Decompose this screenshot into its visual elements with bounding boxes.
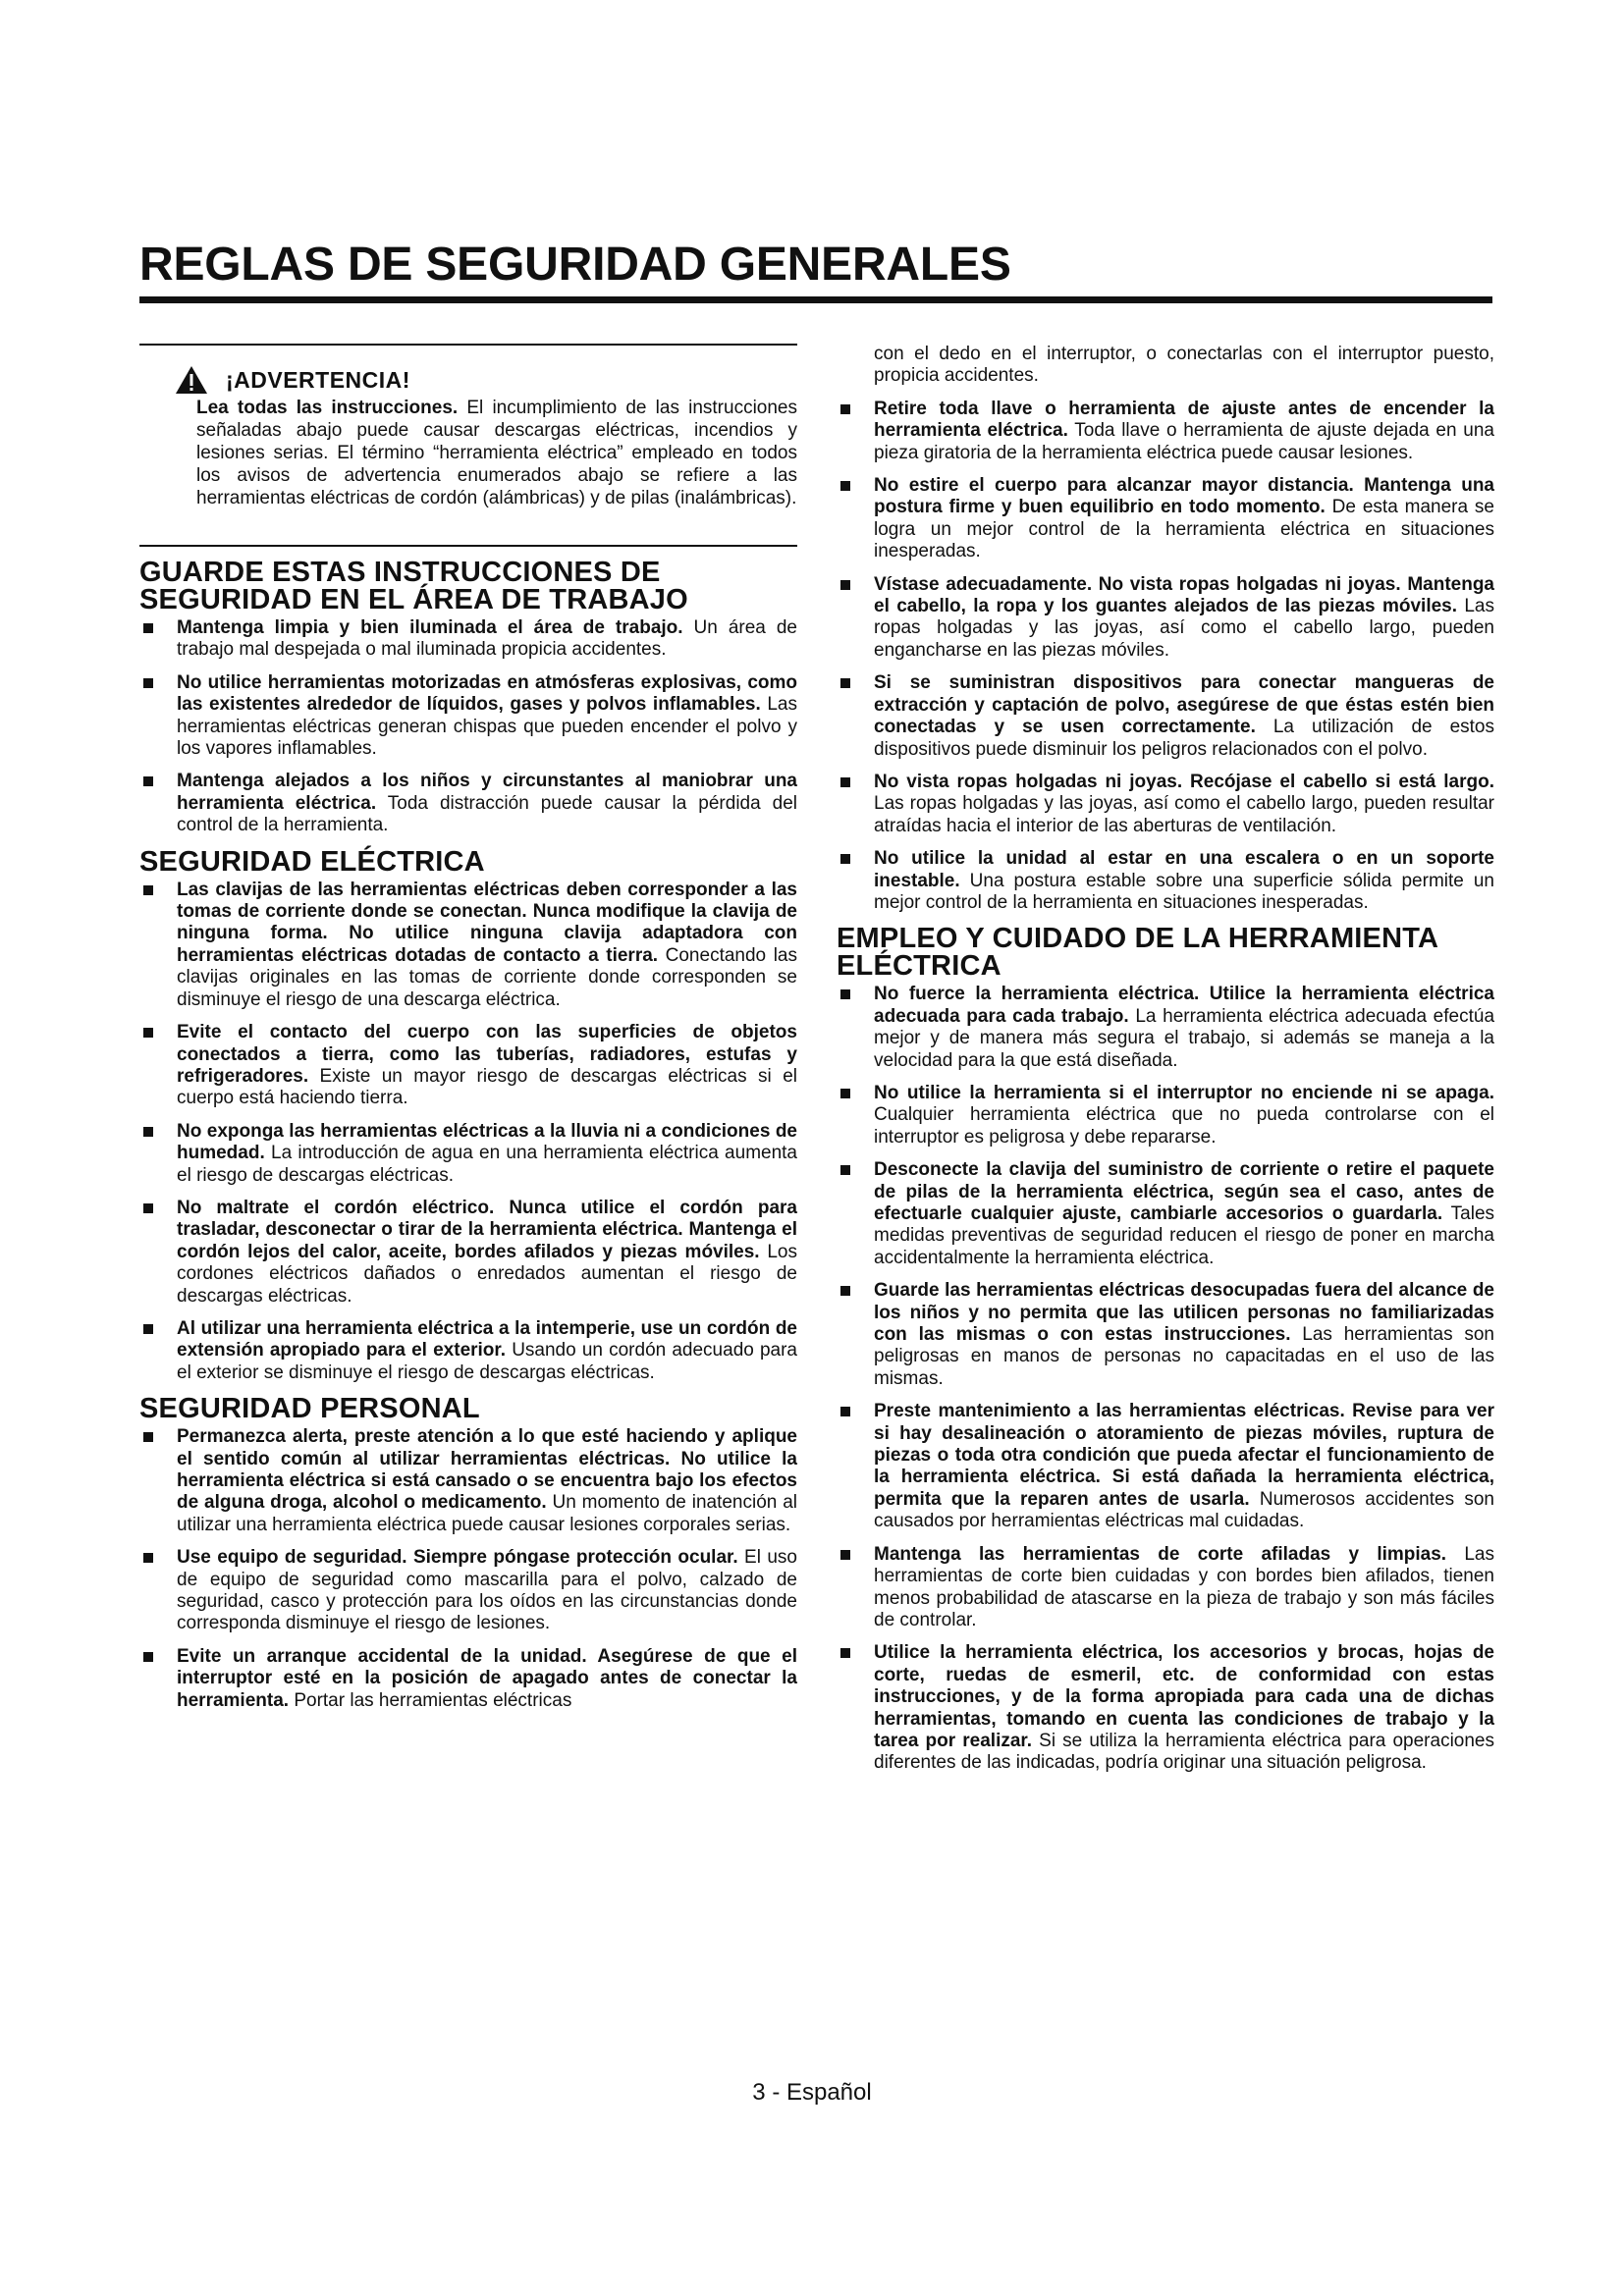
item-text: La introducción de agua en una herramienta eléctrica aumenta el riesgo de descargas eléctricas. [177, 1143, 797, 1186]
list-item [139, 672, 797, 761]
page-title: REGLAS DE SEGURIDAD GENERALES [139, 239, 1011, 291]
page-footer: 3 - Español [752, 2079, 872, 2106]
list-item [139, 1022, 797, 1110]
warning-header [175, 365, 797, 395]
item-text: Un área de trabajo mal despejada o mal iluminada propicia accidentes. [177, 617, 797, 661]
list-item [837, 984, 1494, 1072]
item-bold: No fuerce la herramienta eléctrica. Utilice la herramienta eléctrica adecuada para cada trabajo. [874, 984, 1494, 1027]
title-rule [139, 296, 1492, 303]
list-item [837, 1159, 1494, 1269]
item-bold: Retire toda llave o herramienta de ajuste antes de encender la herramienta eléctrica. [874, 398, 1494, 442]
item-text: Los cordones eléctricos dañados o enredados aumentan el riesgo de descargas eléctricas. [177, 1241, 797, 1307]
item-bold: Evite un arranque accidental de la unidad. Asegúrese de que el interruptor esté en la posición de apagado antes de conectar la herramienta. [177, 1645, 797, 1711]
item-bold: Vístase adecuadamente. No vista ropas holgadas ni joyas. Mantenga el cabello, la ropa y los guantes alejados de las piezas móviles. [874, 573, 1494, 617]
list-item [139, 1318, 797, 1384]
item-bold: Utilice la herramienta eléctrica, los accesorios y brocas, hojas de corte, ruedas de esmeril, etc. de conformidad con estas instrucciones, y de la forma apropiada para cada una de dichas herramientas, tomando en cuenta las condiciones de trabajo y la tarea por realizar. [874, 1642, 1494, 1751]
work-area-list [139, 617, 797, 837]
item-bold: Las clavijas de las herramientas eléctricas deben corresponder a las tomas de corriente donde se conectan. Nunca modifique la clavija de ninguna forma. No utilice ninguna clavija adaptadora con herramientas eléctricas dotadas de contacto a tierra. [177, 879, 797, 966]
right-column [837, 344, 1494, 1786]
item-text: Usando un cordón adecuado para el exterior se disminuye el riesgo de descargas eléctricas. [177, 1340, 798, 1383]
list-item [837, 1401, 1494, 1532]
item-text: Portar las herramientas eléctricas [289, 1689, 572, 1711]
item-bold: Guarde las herramientas eléctricas desocupadas fuera del alcance de los niños y no permita que las utilicen personas no familiarizadas con las mismas o con estas instrucciones. [874, 1280, 1494, 1346]
item-bold: No maltrate el cordón eléctrico. Nunca utilice el cordón para trasladar, desconectar o tirar de la herramienta eléctrica. Mantenga el cordón lejos del calor, aceite, bordes afilados y piezas móviles. [177, 1197, 797, 1262]
electrical-list [139, 880, 797, 1385]
continuation-text: con el dedo en el interruptor, o conectarlas con el interruptor puesto, propicia accidentes. [874, 344, 1494, 387]
personal-list-continued [837, 399, 1494, 915]
item-bold: No utilice herramientas motorizadas en atmósferas explosivas, como las existentes alrededor de líquidos, gases y polvos inflamables. [177, 671, 797, 716]
section-title-tool-use: EMPLEO Y CUIDADO DE LA HERRAMIENTA ELÉCTRICA [837, 923, 1438, 983]
item-text: Un momento de inatención al utilizar una herramienta eléctrica puede causar lesiones corporales serias. [177, 1492, 797, 1535]
item-text: Tales medidas preventivas de seguridad reducen el riesgo de poner en marcha accidentalmente la herramienta eléctrica. [874, 1203, 1495, 1268]
warning-text [196, 397, 797, 509]
warning-bold: Lea todas las instrucciones. [196, 398, 459, 418]
list-item [139, 1646, 797, 1712]
item-text: Una postura estable sobre una superficie sólida permite un mejor control de la herramienta en situaciones inesperadas. [874, 870, 1494, 913]
list-item [139, 880, 797, 1011]
left-column [139, 344, 797, 1723]
item-bold: Mantenga alejados a los niños y circunstantes al maniobrar una herramienta eléctrica. [177, 771, 797, 814]
list-item [837, 672, 1494, 761]
item-text: La utilización de estos dispositivos puede disminuir los peligros relacionados con el polvo. [874, 717, 1494, 760]
item-bold: No utilice la herramienta si el interruptor no enciende ni se apaga. [874, 1082, 1494, 1103]
list-item [837, 574, 1494, 663]
list-item [139, 771, 797, 836]
list-item [837, 772, 1494, 837]
item-bold: Preste mantenimiento a las herramientas eléctricas. Revise para ver si hay desalineación o atoramiento de piezas móviles, ruptura de piezas o toda otra condición que pueda afectar el funcionamiento de la herramienta eléctrica. Si está dañada la herramienta eléctrica, permita que la reparen antes de usarla. [874, 1401, 1494, 1510]
list-item [837, 1642, 1494, 1774]
list-item [139, 617, 797, 662]
section-rule [139, 545, 797, 547]
warning-title: ¡ADVERTENCIA! [226, 366, 410, 393]
item-text: El uso de equipo de seguridad como mascarilla para el polvo, calzado de seguridad, casco y protección para los oídos en las circunstancias donde corresponda disminuye el riesgo de lesiones. [177, 1547, 797, 1634]
item-bold: Si se suministran dispositivos para conectar mangueras de extracción y captación de polvo, asegúrese de que éstas estén bien conectadas y se usen correctamente. [874, 672, 1494, 738]
item-bold: No estire el cuerpo para alcanzar mayor distancia. Mantenga una postura firme y buen equilibrio en todo momento. [874, 475, 1494, 518]
item-text: Cualquier herramienta eléctrica que no pueda controlarse con el interruptor es peligrosa y debe repararse. [874, 1104, 1494, 1148]
item-bold: No utilice la unidad al estar en una escalera o en un soporte inestable. [874, 848, 1494, 891]
section-title-personal: SEGURIDAD PERSONAL [139, 1393, 480, 1425]
item-text: Las herramientas son peligrosas en manos de personas no capacitadas en el uso de las mismas. [874, 1324, 1494, 1389]
list-item [837, 848, 1494, 914]
item-bold: Al utilizar una herramienta eléctrica a la intemperie, use un cordón de extensión apropiado para el exterior. [177, 1317, 797, 1362]
section-title-work-area: GUARDE ESTAS INSTRUCCIONES DE SEGURIDAD EN EL ÁREA DE TRABAJO [139, 557, 688, 615]
list-item [139, 1426, 797, 1536]
item-bold: No vista ropas holgadas ni joyas. Recójase el cabello si está largo. [874, 771, 1494, 792]
item-bold: Mantenga las herramientas de corte afiladas y limpias. [874, 1543, 1447, 1565]
item-text: Las herramientas eléctricas generan chispas que pueden encender el polvo y los vapores inflamables. [177, 694, 797, 760]
item-text: Toda llave o herramienta de ajuste dejada en una pieza giratoria de la herramienta eléctrica puede causar lesiones. [874, 420, 1494, 463]
warning-icon [175, 365, 208, 395]
item-bold: Evite el contacto del cuerpo con las superficies de objetos conectados a tierra, como las tuberías, radiadores, estufas y refrigeradores. [177, 1022, 797, 1087]
item-bold: No exponga las herramientas eléctricas a la lluvia ni a condiciones de humedad. [177, 1120, 797, 1164]
list-item [139, 1547, 797, 1635]
item-bold: Permanezca alerta, preste atención a lo que esté haciendo y aplique el sentido común al utilizar herramientas eléctricas. No utilice la herramienta eléctrica si está cansado o se encuentra bajo los efectos de alguna droga, alcohol o medicamento. [177, 1426, 797, 1514]
list-item [837, 1083, 1494, 1148]
item-text: Las herramientas de corte bien cuidadas y con bordes bien afilados, tienen menos probabilidad de atascarse en la pieza de trabajo y son más fáciles de controlar. [874, 1543, 1494, 1630]
list-item [837, 475, 1494, 563]
item-bold: Mantenga limpia y bien iluminada el área de trabajo. [177, 617, 683, 638]
item-text: Toda distracción puede causar la pérdida del control de la herramienta. [177, 792, 797, 836]
item-text: Las ropas holgadas y las joyas, así como el cabello largo, pueden engancharse en las piezas móviles. [874, 596, 1494, 661]
warning-box [139, 344, 797, 527]
warning-body: El incumplimiento de las instrucciones señaladas abajo puede causar descargas eléctricas, incendios y lesiones serias. El término “herramienta eléctrica” empleado en todos los avisos de advertencia enumerados abajo se refiere a las herramientas eléctricas de cordón (alámbricas) y de pilas (inalámbricas). [196, 398, 798, 508]
item-text: La herramienta eléctrica adecuada efectúa mejor y de manera más segura el trabajo, si además se maneja a la velocidad para la que está diseñada. [874, 1005, 1495, 1071]
item-text: Numerosos accidentes son causados por herramientas eléctricas mal cuidadas. [874, 1488, 1494, 1532]
list-item [837, 399, 1494, 464]
list-item [139, 1121, 797, 1187]
item-text: Si se utiliza la herramienta eléctrica para operaciones diferentes de las indicadas, podría originar una situación peligrosa. [874, 1730, 1494, 1774]
item-bold: Use equipo de seguridad. Siempre póngase protección ocular. [177, 1547, 738, 1569]
item-text: Existe un mayor riesgo de descargas eléctricas si el cuerpo está haciendo tierra. [177, 1065, 797, 1109]
list-item [139, 1198, 797, 1308]
tool-use-list [837, 984, 1494, 1774]
list-item [837, 1280, 1494, 1390]
item-text: Conectando las clavijas originales en las tomas de corriente donde corresponden se disminuye el riesgo de una descarga eléctrica. [177, 944, 797, 1010]
section-title-electrical: SEGURIDAD ELÉCTRICA [139, 845, 485, 878]
item-text: De esta manera se logra un mejor control de la herramienta eléctrica en situaciones inesperadas. [874, 497, 1494, 562]
item-text: Las ropas holgadas y las joyas, así como el cabello largo, pueden resultar atraídas hacia el interior de las aberturas de ventilación. [874, 793, 1494, 836]
personal-list [139, 1426, 797, 1712]
list-item [837, 1544, 1494, 1632]
item-bold: Desconecte la clavija del suministro de corriente o retire el paquete de pilas de la herramienta eléctrica, según sea el caso, antes de efectuarle cualquier ajuste, cambiarle accesorios o guardarla. [874, 1159, 1494, 1224]
